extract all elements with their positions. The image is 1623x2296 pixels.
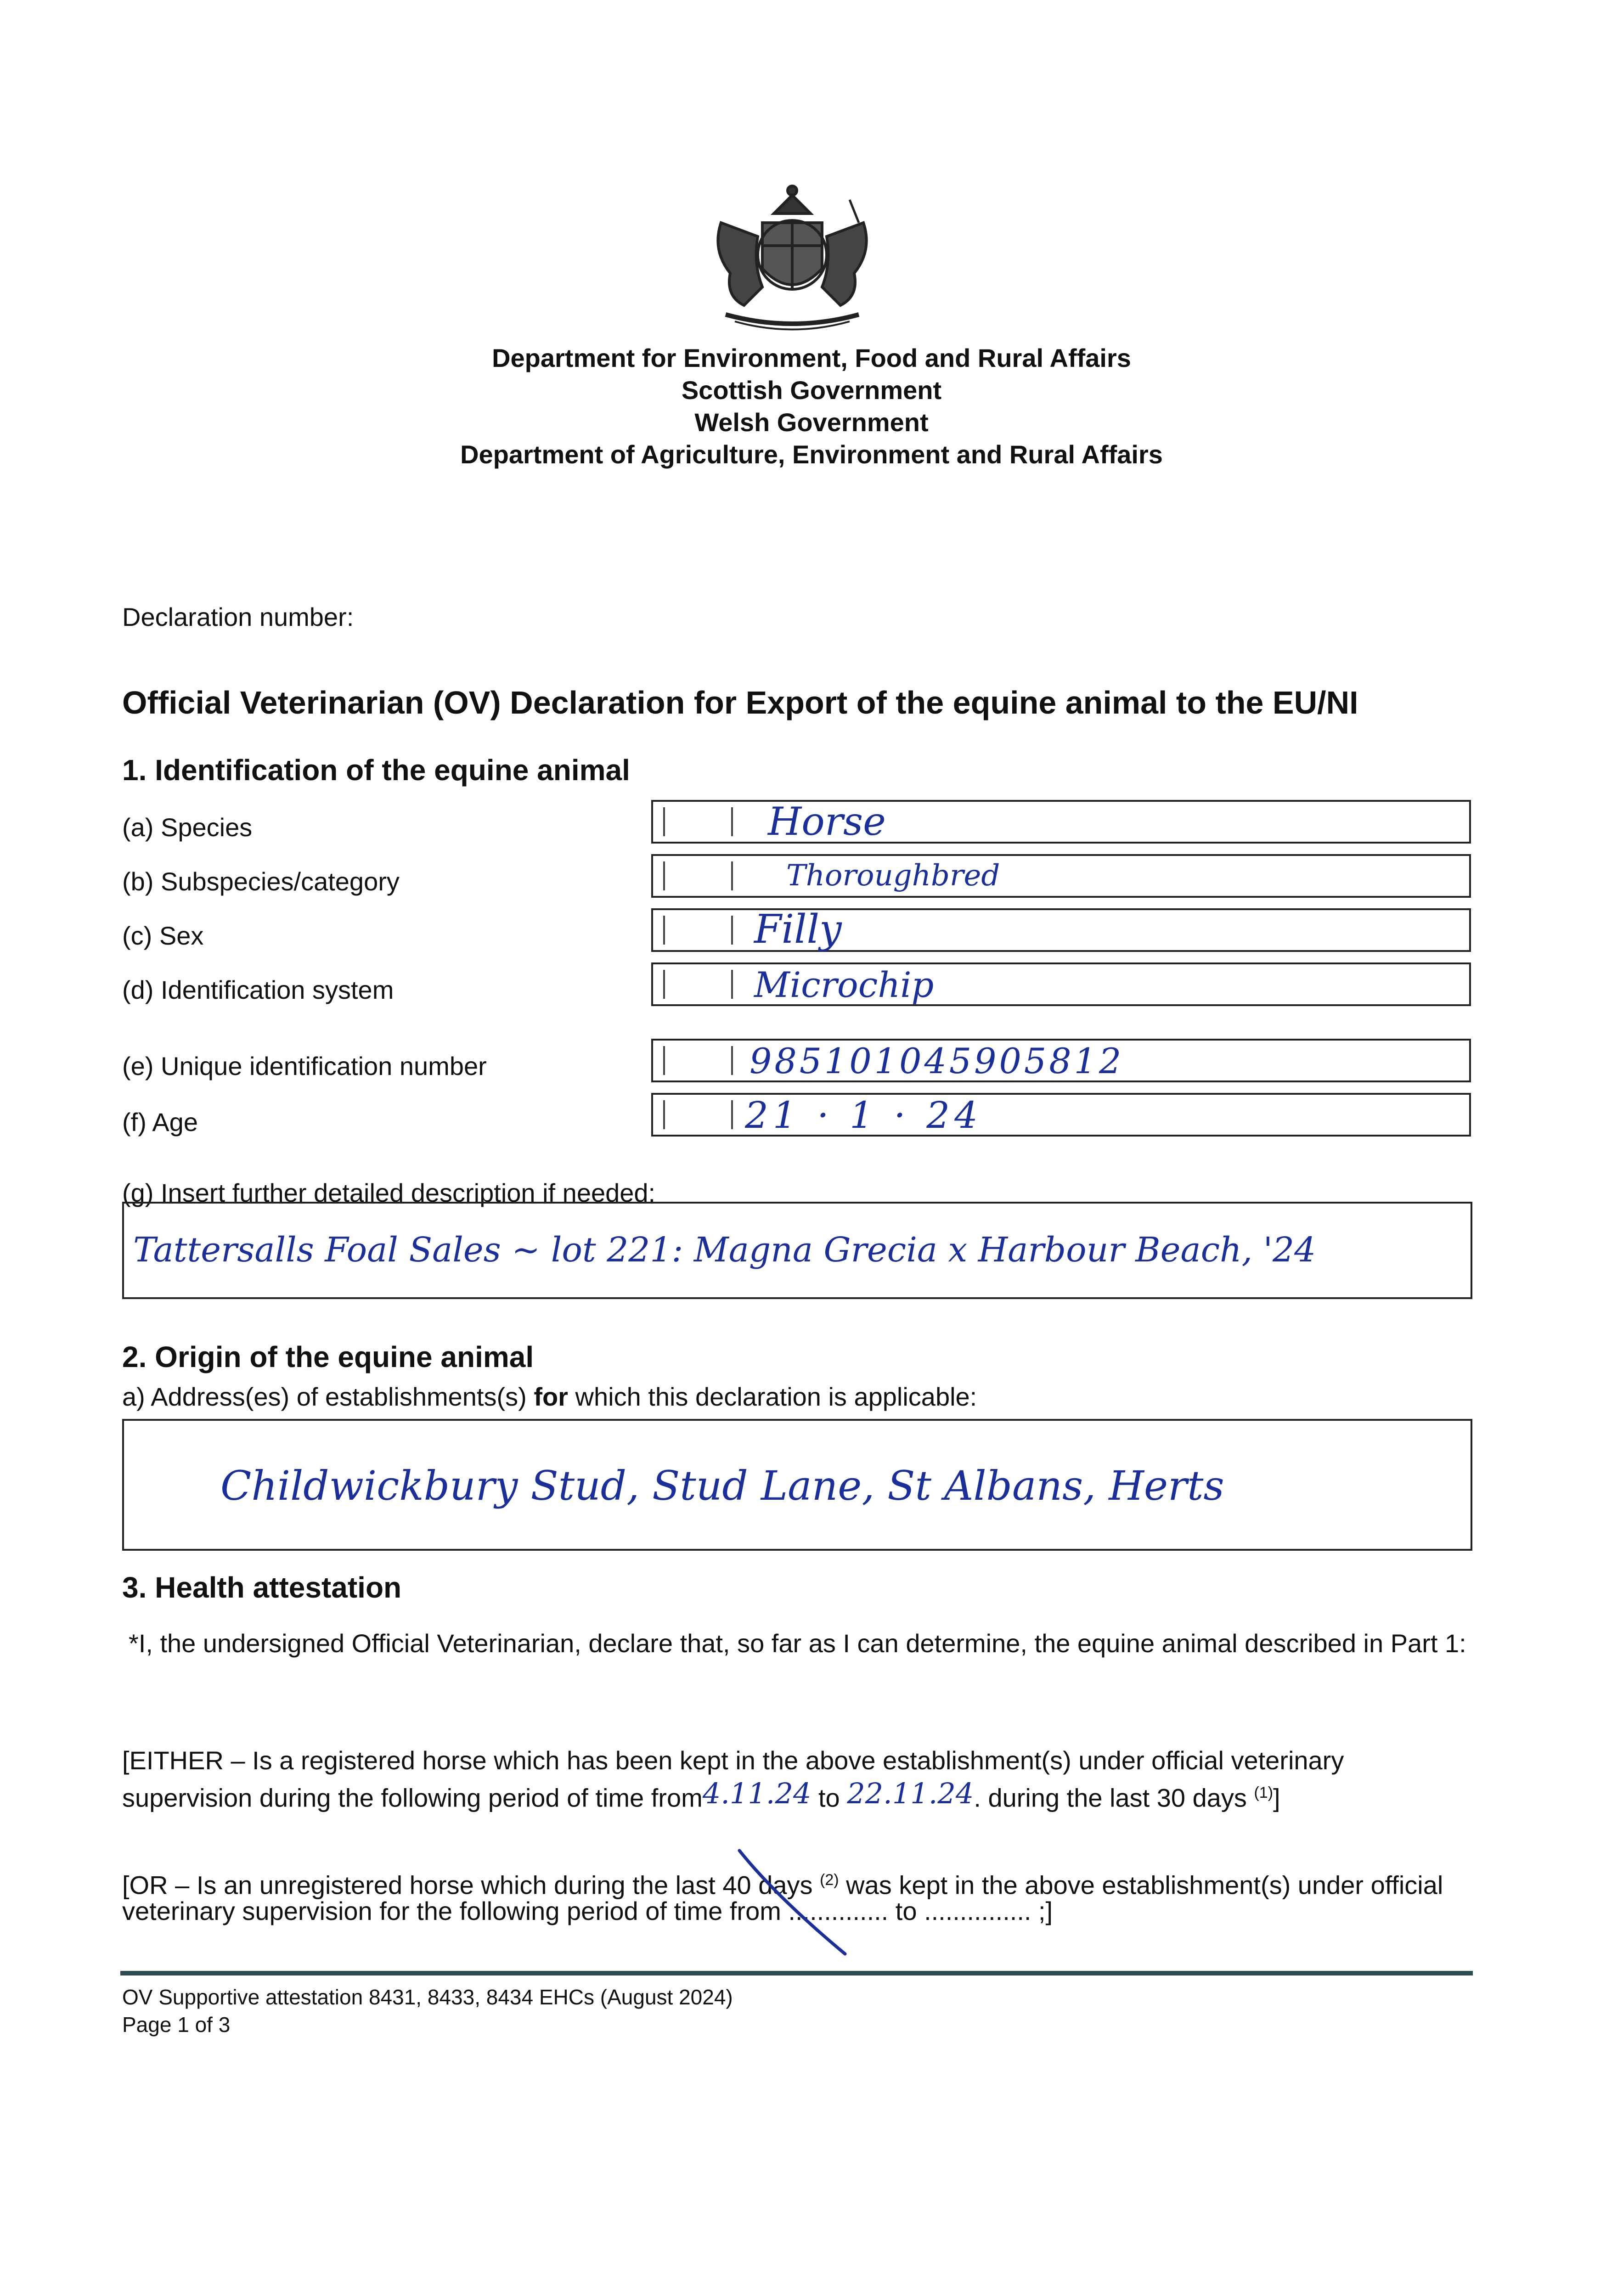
section2-heading: 2. Origin of the equine animal	[122, 1340, 534, 1373]
or-line2: veterinary supervision for the following period of time from .............. to ............... ;]	[122, 1896, 1053, 1925]
department-defra: Department for Environment, Food and Rural Affairs	[492, 343, 1131, 372]
royal-coat-of-arms-icon	[693, 181, 891, 338]
section1-heading: 1. Identification of the equine animal	[122, 754, 630, 787]
species-label: (a) Species	[122, 813, 253, 842]
footer-divider	[120, 1971, 1473, 1975]
further-description-field[interactable]	[122, 1202, 1472, 1299]
sex-field[interactable]	[651, 908, 1471, 952]
department-scottish-government: Scottish Government	[681, 376, 942, 405]
either-line2: supervision during the following period of time from4.11.24 to 22.11.24. during the last 30 days $^{(1)}$]	[122, 1776, 1280, 1812]
age-value: 21 · 1 · 24	[745, 1094, 983, 1137]
subspecies-value: Thoroughbred	[786, 859, 1000, 893]
uid-value: 985101045905812	[750, 1041, 1124, 1081]
id-system-field[interactable]	[651, 962, 1471, 1006]
health-intro-text: *I, the undersigned Official Veterinarian, declare that, so far as I can determine, the equine animal described in Part 1:	[129, 1629, 1466, 1658]
species-field[interactable]	[651, 800, 1471, 844]
uid-label: (e) Unique identification number	[122, 1052, 487, 1080]
sex-value: Filly	[754, 906, 842, 952]
department-daera: Department of Agriculture, Environment and Rural Affairs	[460, 440, 1163, 469]
address-value: Childwickbury Stud, Stud Lane, St Albans, Herts	[220, 1462, 1224, 1509]
declaration-number-label: Declaration number:	[122, 602, 354, 631]
page-title: Official Veterinarian (OV) Declaration for Export of the equine animal to the EU/NI	[122, 685, 1358, 720]
subspecies-label: (b) Subspecies/category	[122, 867, 400, 896]
species-value: Horse	[768, 799, 886, 844]
further-description-label: (g) Insert further detailed description if needed:	[122, 1178, 656, 1207]
either-line1: [EITHER – Is a registered horse which has been kept in the above establishment(s) under official veterinary	[122, 1746, 1344, 1775]
id-system-value: Microchip	[754, 964, 934, 1005]
page-number: Page 1 of 3	[122, 2013, 231, 2037]
address-field[interactable]	[122, 1419, 1472, 1551]
strike-through-mark	[735, 1846, 863, 1961]
further-description-value: Tattersalls Foal Sales ~ lot 221: Magna Grecia x Harbour Beach, '24	[133, 1230, 1316, 1270]
address-prompt: a) Address(es) of establishments(s) for which this declaration is applicable:	[122, 1382, 977, 1411]
sex-label: (c) Sex	[122, 921, 204, 950]
or-line1: [OR – Is an unregistered horse which during the last 40 days $^{(2)}$ was kept in the above establishment(s) under official	[122, 1870, 1443, 1900]
id-system-label: (d) Identification system	[122, 975, 394, 1004]
uid-field[interactable]	[651, 1039, 1471, 1082]
section3-heading: 3. Health attestation	[122, 1571, 402, 1604]
subspecies-field[interactable]	[651, 854, 1471, 898]
either-to-date: 22.11.24	[847, 1776, 974, 1810]
age-field[interactable]	[651, 1093, 1471, 1137]
either-from-date: 4.11.24	[702, 1776, 812, 1810]
age-label: (f) Age	[122, 1108, 198, 1137]
department-welsh-government: Welsh Government	[694, 408, 929, 437]
footer-reference: OV Supportive attestation 8431, 8433, 8434 EHCs (August 2024)	[122, 1985, 733, 2009]
